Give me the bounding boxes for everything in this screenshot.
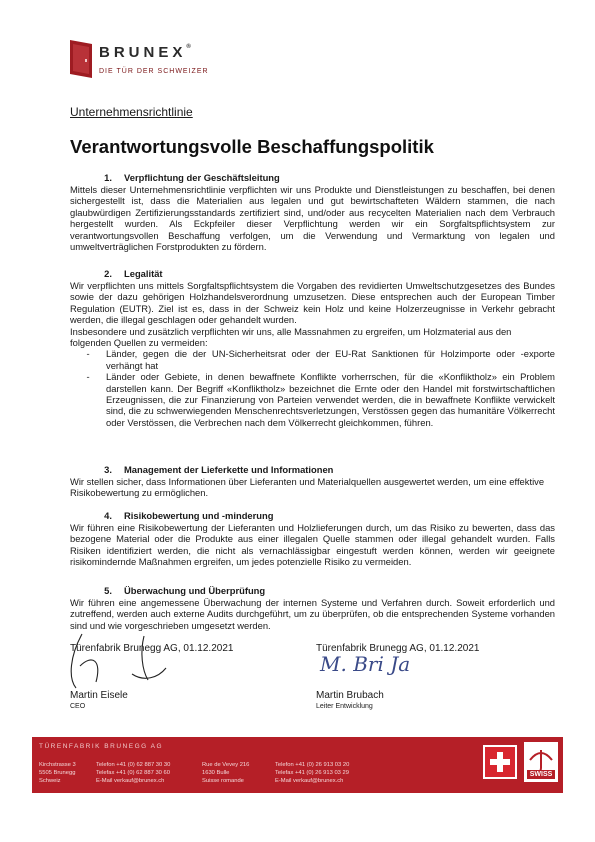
section-paragraph: Wir führen eine angemessene Überwachung der internen Systeme und Verfahren durch. Soweit erforderlich und zutreffend, werden auch externe Audits durchgeführt, um zu überprüfen, ob die entsprechenden Systeme vorhanden sind und wie vorgeschrieben umgesetzt werden. bbox=[70, 597, 555, 631]
signer-name-right: Martin Brubach bbox=[316, 690, 384, 701]
section-heading: 2. Legalität bbox=[104, 268, 163, 279]
document-title: Verantwortungsvolle Beschaffungspolitik bbox=[70, 136, 434, 157]
section-3 bbox=[70, 464, 555, 499]
footer-contact-ch: Telefon +41 (0) 62 887 30 30 Telefax +41 (0) 62 887 30 60 E-Mail verkauf@brunex.ch bbox=[96, 762, 171, 784]
signer-name-left: Martin Eisele bbox=[70, 690, 128, 701]
section-1 bbox=[70, 172, 555, 252]
signer-role-right: Leiter Entwicklung bbox=[316, 703, 373, 710]
footer-contact-romandie: Telefon +41 (0) 26 913 03 20 Telefax +41 (0) 26 913 03 29 E-Mail verkauf@brunex.ch bbox=[275, 762, 350, 784]
section-paragraph: Wir führen eine Risikobewertung der Lieferanten und Holzlieferungen durch, um das Risiko zu bewerten, dass das bezogene Material oder die Produkte aus einer illegalen Quelle stammen oder illegal gehandelt wurden. Falls Risiken identifiziert werden, die nicht als vernachlässigbar eingestuft werden können, werden wir geeignete risikomindernde Maßnahmen ergreifen, um jedes potenzielle Risiko zu vermeiden. bbox=[70, 522, 555, 568]
document-type: Unternehmensrichtlinie bbox=[70, 105, 193, 119]
section-heading: 1. Verpflichtung der Geschäftsleitung bbox=[104, 172, 280, 183]
section-heading: 3. Management der Lieferkette und Informationen bbox=[104, 464, 334, 475]
list-item: - Länder oder Gebiete, in denen bewaffnete Konflikte vorherrschen, für die «Konfliktholz» ein Problem darstellen kann. Der Begriff «Konfliktholz» bezeichnet die Ernte oder den Handel mit forstwirtschaftlichen Erzeugnissen, die zur Finanzierung von Parteien verwendet werden, die in bewaffnete Konflikte verwickelt sind, die zu schwerwiegenden Menschenrechtsverletzungen, Verstössen gegen das humanitäre Völkerrecht oder Verstössen, die Verbrechen nach dem Völkerrecht gleichkommen, führen. bbox=[86, 371, 555, 428]
section-2 bbox=[70, 268, 555, 428]
section-paragraph: Insbesondere und zusätzlich verpflichten wir uns, alle Massnahmen zu ergreifen, um Holzmaterial aus den folgenden Quellen zu vermeiden: bbox=[70, 325, 512, 349]
signature-eisele-icon bbox=[62, 626, 172, 697]
swiss-label-icon bbox=[524, 742, 558, 782]
brand-wordmark: BRUNEX® bbox=[99, 44, 191, 61]
brunex-logo-icon bbox=[70, 40, 92, 78]
section-5 bbox=[70, 585, 555, 631]
footer-company: TÜRENFABRIK BRUNEGG AG bbox=[39, 743, 164, 750]
swiss-cross-icon bbox=[483, 745, 517, 779]
section-paragraph: Wir verpflichten uns mittels Sorgfaltspflichtsystem die Vorgaben des revidierten Umweltschutzgesetzes des Bundes sowie der dazu gehörigen Holzhandelsverordnung umzusetzen. Diese entsprechen auch der European Timber Regulation (EUTR). Ziel ist es, dass in der Schweiz kein Holz und keine Holzerzeugnisse in Verkehr gebracht werden, die illegal geschlagen oder gehandelt wurden. bbox=[70, 280, 555, 326]
footer-band bbox=[32, 737, 563, 793]
section-paragraph: Mittels dieser Unternehmensrichtlinie verpflichten wir uns Produkte und Dienstleistungen zu beschaffen, bei denen sichergestellt ist, dass die Materialien aus legalen und gut bewirtschafteten Wäldern stammen, die nach glaubwürdigen Zertifizierungsstandards zertifiziert sind, und/oder aus recycelten Materialien nach dem Verbrauch hergestellt wurden. Als Eckpfeiler dieser Verpflichtung werden wir ein Sorgfaltspflichtsystem zur verantwortungsvollen Beschaffung verfolgen, um die Verwendung und Vermarktung von legalen und umweltverträglichen Forstprodukten zu fördern. bbox=[70, 184, 555, 253]
signer-role-left: CEO bbox=[70, 703, 86, 710]
section-paragraph: Wir stellen sicher, dass Informationen über Lieferanten und Materialquellen ausgewertet werden, um eine effektive Risikobewertung zu ermöglichen. bbox=[70, 476, 545, 499]
section-heading: 4. Risikobewertung und -minderung bbox=[104, 510, 274, 521]
brand-tagline: DIE TÜR DER SCHWEIZER bbox=[99, 68, 209, 75]
section-heading: 5. Überwachung und Überprüfung bbox=[104, 585, 266, 596]
swiss-label-text: SWISS bbox=[529, 771, 553, 778]
list-item: - Länder, gegen die der UN-Sicherheitsrat oder der EU-Rat Sanktionen für Holzimporte oder -exporte verhängt hat bbox=[86, 348, 555, 371]
signature-place-date-left: Türenfabrik Brunegg AG, 01.12.2021 bbox=[70, 643, 234, 654]
signature-brubach: M. Bri Ja bbox=[320, 652, 411, 676]
signature-place-date-right: Türenfabrik Brunegg AG, 01.12.2021 bbox=[316, 643, 480, 654]
section-4 bbox=[70, 510, 555, 568]
footer-address: Kirchstrasse 3 5505 Brunegg Schweiz bbox=[39, 762, 76, 784]
footer-address-romandie: Rue de Vevey 216 1630 Bulle Suisse romande bbox=[202, 762, 250, 784]
